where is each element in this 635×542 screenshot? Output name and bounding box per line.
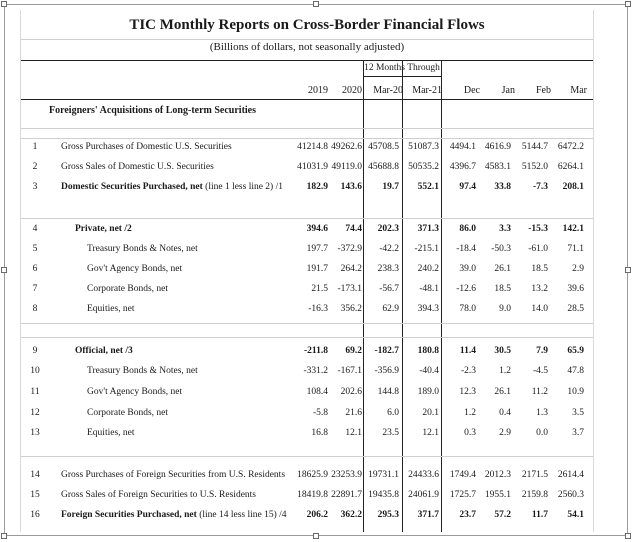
row-number: 9 — [32, 346, 38, 356]
table-cell-dec: 97.4 — [459, 182, 476, 192]
table-cell-mar-20: 45688.8 — [368, 162, 399, 172]
table-row — [21, 244, 593, 258]
row-label-text: Private, net /2 — [75, 224, 132, 234]
table-cell-dec: 1749.4 — [449, 470, 476, 480]
table-cell-2019: 21.5 — [311, 284, 328, 294]
table-cell-dec: 78.0 — [459, 304, 476, 314]
row-label-text: Equities, net — [87, 304, 135, 314]
table-cell-jan: 3.3 — [499, 224, 511, 234]
table-cell-2020: 74.4 — [345, 224, 362, 234]
row-label-text: Treasury Bonds & Notes, net — [87, 244, 198, 254]
table-cell-feb: 2171.5 — [521, 470, 548, 480]
table-cell-mar: 47.8 — [567, 366, 584, 376]
table-cell-2020: 69.2 — [345, 346, 362, 356]
row-label — [87, 387, 182, 397]
row-number: 4 — [32, 224, 38, 234]
row-number: 12 — [30, 408, 40, 418]
table-cell-mar-21: 371.3 — [417, 224, 439, 234]
section-heading: Foreigners' Acquisitions of Long-term Securities — [49, 105, 257, 116]
row-number: 13 — [30, 428, 40, 438]
row-number: 6 — [32, 264, 38, 274]
row-label-note: (line 14 less line 15) /4 — [196, 510, 287, 520]
table-cell-jan: -50.3 — [491, 244, 511, 254]
table-cell-mar-21: 20.1 — [422, 408, 439, 418]
table-cell-dec: 12.3 — [459, 387, 476, 397]
resize-handle-bottom-right[interactable] — [625, 533, 631, 539]
row-label — [61, 162, 214, 172]
table-cell-feb: 14.0 — [531, 304, 548, 314]
table-cell-mar: 3.7 — [572, 428, 584, 438]
row-label-text: Gross Sales of Foreign Securities to U.S. Residents — [61, 490, 257, 500]
row-number: 16 — [30, 510, 40, 520]
header-top-rule — [21, 60, 593, 61]
table-cell-feb: 1.3 — [536, 408, 548, 418]
table-cell-mar-20: 45708.5 — [368, 142, 399, 152]
table-cell-jan: 33.8 — [494, 182, 511, 192]
table-cell-feb: 5152.0 — [521, 162, 548, 172]
row-label-note: (line 1 less line 2) /1 — [202, 182, 283, 192]
table-cell-jan: 30.5 — [494, 346, 511, 356]
table-cell-feb: 2159.8 — [521, 490, 548, 500]
table-cell-mar-21: 51087.3 — [408, 142, 439, 152]
row-label-text: Gross Sales of Domestic U.S. Securities — [61, 162, 214, 172]
table-cell-jan: 1.2 — [499, 366, 511, 376]
table-cell-feb: 11.7 — [531, 510, 548, 520]
row-number: 8 — [32, 304, 38, 314]
table-cell-feb: -61.0 — [528, 244, 548, 254]
table-cell-mar-20: 19.7 — [382, 182, 399, 192]
row-number: 7 — [32, 284, 38, 294]
row-label-text: Corporate Bonds, net — [87, 408, 169, 418]
row-label — [87, 408, 168, 418]
table-cell-jan: 2.9 — [499, 428, 511, 438]
resize-handle-bottom[interactable] — [313, 533, 319, 539]
table-cell-2019: 197.7 — [306, 244, 328, 254]
table-cell-dec: 39.0 — [459, 264, 476, 274]
table-cell-mar-21: 552.1 — [417, 182, 439, 192]
header-bottom-rule — [21, 99, 593, 100]
resize-handle-bottom-left[interactable] — [1, 533, 7, 539]
table-cell-mar-21: 189.0 — [417, 387, 439, 397]
table-cell-mar: 3.5 — [572, 408, 584, 418]
table-cell-mar: 6472.2 — [557, 142, 584, 152]
table-cell-mar-20: 62.9 — [382, 304, 399, 314]
table-cell-jan: 57.2 — [494, 510, 511, 520]
table-cell-mar-20: 19731.1 — [368, 470, 399, 480]
report-subtitle: (Billions of dollars, not seasonally adjusted) — [209, 41, 405, 53]
row-label — [61, 142, 232, 152]
table-cell-mar-20: 202.3 — [377, 224, 399, 234]
table-row — [21, 264, 593, 278]
table-cell-2019: 191.7 — [306, 264, 328, 274]
row-label — [87, 284, 168, 294]
row-label — [87, 304, 135, 314]
table-cell-dec: 4396.7 — [449, 162, 476, 172]
col-header-mar: Mar — [570, 85, 587, 96]
table-cell-mar-20: 295.3 — [377, 510, 399, 520]
table-cell-feb: -4.5 — [532, 366, 548, 376]
table-cell-mar-20: 19435.8 — [368, 490, 399, 500]
table-cell-mar-21: 394.3 — [417, 304, 439, 314]
table-cell-jan: 1955.1 — [484, 490, 511, 500]
table-cell-dec: -2.3 — [460, 366, 476, 376]
table-cell-mar: 65.9 — [567, 346, 584, 356]
col-header-mar-21: Mar-21 — [412, 85, 442, 96]
table-cell-2019: -211.8 — [303, 346, 328, 356]
table-cell-mar: 208.1 — [562, 182, 584, 192]
row-label — [75, 224, 132, 234]
row-label-text: Gov't Agency Bonds, net — [87, 264, 183, 274]
table-cell-mar-20: 238.3 — [377, 264, 399, 274]
gap-rule — [21, 456, 593, 457]
gap-rule — [21, 128, 593, 129]
twelve-months-label: 12 Months Through — [364, 63, 440, 73]
table-cell-jan: 18.5 — [494, 284, 511, 294]
table-cell-jan: 0.4 — [499, 408, 511, 418]
resize-handle-top-right[interactable] — [625, 1, 631, 7]
resize-handle-left[interactable] — [1, 267, 7, 273]
table-row — [21, 408, 593, 422]
table-cell-2020: 23253.9 — [331, 470, 362, 480]
table-cell-2019: 18625.9 — [297, 470, 328, 480]
row-label-text: Domestic Securities Purchased, net — [61, 182, 203, 192]
table-cell-mar-20: 23.5 — [382, 428, 399, 438]
table-cell-dec: 11.4 — [459, 346, 476, 356]
row-label-text: Gross Purchases of Foreign Securities from U.S. Residents — [61, 470, 286, 480]
col-header-jan: Jan — [501, 85, 515, 96]
table-cell-2020: 49262.6 — [331, 142, 362, 152]
table-row — [21, 366, 593, 380]
row-label — [61, 510, 287, 520]
row-number: 5 — [32, 244, 38, 254]
table-cell-2019: 18419.8 — [297, 490, 328, 500]
gap-rule — [21, 337, 593, 338]
table-cell-dec: 23.7 — [459, 510, 476, 520]
table-cell-2019: -331.2 — [303, 366, 328, 376]
row-label-text: Equities, net — [87, 428, 135, 438]
table-cell-2020: 22891.7 — [331, 490, 362, 500]
table-cell-mar-21: 371.7 — [417, 510, 439, 520]
table-row — [21, 510, 593, 524]
row-label-text: Corporate Bonds, net — [87, 284, 169, 294]
table-cell-2020: 362.2 — [340, 510, 362, 520]
table-cell-mar: 54.1 — [567, 510, 584, 520]
title-divider — [21, 39, 593, 40]
table-row — [21, 387, 593, 401]
table-row — [21, 224, 593, 238]
table-row — [21, 346, 593, 360]
table-cell-dec: 4494.1 — [449, 142, 476, 152]
table-cell-mar-21: 240.2 — [417, 264, 439, 274]
row-number: 3 — [32, 182, 38, 192]
table-cell-2019: 41214.8 — [297, 142, 328, 152]
report-page — [20, 10, 594, 532]
table-cell-jan: 9.0 — [499, 304, 511, 314]
table-cell-feb: 0.0 — [536, 428, 548, 438]
table-cell-jan: 26.1 — [494, 264, 511, 274]
table-cell-mar: 39.6 — [567, 284, 584, 294]
table-row — [21, 284, 593, 298]
table-cell-feb: 7.9 — [536, 346, 548, 356]
table-cell-mar-21: 24061.9 — [408, 490, 439, 500]
table-cell-jan: 26.1 — [494, 387, 511, 397]
table-cell-mar: 2560.3 — [557, 490, 584, 500]
row-label-text: Official, net /3 — [75, 346, 133, 356]
row-number: 10 — [30, 366, 40, 376]
row-label — [87, 264, 182, 274]
table-cell-2019: 41031.9 — [297, 162, 328, 172]
table-cell-2019: 394.6 — [306, 224, 328, 234]
row-number: 11 — [30, 387, 40, 397]
resize-handle-right[interactable] — [625, 267, 631, 273]
table-cell-2020: 21.6 — [345, 408, 362, 418]
table-cell-mar-21: 12.1 — [422, 428, 439, 438]
table-cell-feb: 11.2 — [531, 387, 548, 397]
col-header-2019: 2019 — [308, 85, 328, 96]
table-cell-2019: -5.8 — [312, 408, 328, 418]
table-row — [21, 490, 593, 504]
table-cell-dec: -18.4 — [456, 244, 476, 254]
table-cell-mar-20: 6.0 — [387, 408, 399, 418]
table-cell-mar: 2614.4 — [557, 470, 584, 480]
row-label — [87, 428, 135, 438]
col-header-dec: Dec — [463, 85, 480, 96]
table-cell-mar-21: -215.1 — [414, 244, 439, 254]
table-cell-2019: 182.9 — [306, 182, 328, 192]
table-cell-mar: 142.1 — [562, 224, 584, 234]
row-label — [61, 490, 256, 500]
table-cell-mar-21: 180.8 — [417, 346, 439, 356]
table-cell-mar: 71.1 — [567, 244, 584, 254]
table-cell-2019: 108.4 — [306, 387, 328, 397]
table-cell-2020: 356.2 — [340, 304, 362, 314]
table-cell-mar: 6264.1 — [557, 162, 584, 172]
resize-handle-top-left[interactable] — [1, 1, 7, 7]
table-cell-dec: 1725.7 — [449, 490, 476, 500]
row-label — [61, 182, 283, 192]
gap-rule — [21, 218, 593, 219]
table-cell-feb: 13.2 — [531, 284, 548, 294]
row-number: 15 — [30, 490, 40, 500]
col-header-2020: 2020 — [342, 85, 362, 96]
table-cell-feb: -15.3 — [528, 224, 548, 234]
table-cell-2020: 143.6 — [340, 182, 362, 192]
table-cell-2020: 49119.0 — [331, 162, 362, 172]
row-label-text: Foreign Securities Purchased, net — [61, 510, 197, 520]
row-label — [87, 366, 198, 376]
col-header-mar-20: Mar-20 — [373, 85, 403, 96]
table-cell-2020: -372.9 — [337, 244, 362, 254]
table-cell-mar-21: -48.1 — [419, 284, 439, 294]
report-title: TIC Monthly Reports on Cross-Border Financial Flows — [129, 17, 485, 33]
table-row — [21, 428, 593, 442]
row-label — [75, 346, 133, 356]
table-cell-2019: 206.2 — [306, 510, 328, 520]
gap-rule — [21, 138, 593, 139]
table-cell-jan: 2012.3 — [484, 470, 511, 480]
table-cell-mar-20: 144.8 — [377, 387, 399, 397]
table-cell-jan: 4583.1 — [484, 162, 511, 172]
table-cell-feb: 5144.7 — [521, 142, 548, 152]
row-label — [87, 244, 198, 254]
table-cell-2020: 12.1 — [345, 428, 362, 438]
table-cell-2020: -173.1 — [337, 284, 362, 294]
table-cell-feb: 18.5 — [531, 264, 548, 274]
table-cell-mar-21: 24433.6 — [408, 470, 439, 480]
table-row — [21, 304, 593, 318]
table-cell-2019: 16.8 — [311, 428, 328, 438]
table-cell-mar-20: -182.7 — [374, 346, 399, 356]
table-cell-mar-21: -40.4 — [419, 366, 439, 376]
table-cell-dec: 1.2 — [464, 408, 476, 418]
resize-handle-top[interactable] — [313, 1, 319, 7]
table-cell-mar-20: -56.7 — [379, 284, 399, 294]
table-cell-dec: 86.0 — [459, 224, 476, 234]
row-number: 14 — [30, 470, 40, 480]
table-cell-mar: 28.5 — [567, 304, 584, 314]
table-cell-2019: -16.3 — [308, 304, 328, 314]
row-label-text: Gov't Agency Bonds, net — [87, 387, 183, 397]
table-row — [21, 162, 593, 176]
table-cell-jan: 4616.9 — [484, 142, 511, 152]
table-cell-mar-20: -356.9 — [374, 366, 399, 376]
table-cell-2020: -167.1 — [337, 366, 362, 376]
table-cell-mar: 2.9 — [572, 264, 584, 274]
row-label-text: Treasury Bonds & Notes, net — [87, 366, 198, 376]
table-row — [21, 182, 593, 196]
row-number: 1 — [32, 142, 38, 152]
gap-rule — [21, 323, 593, 324]
row-number: 2 — [32, 162, 38, 172]
table-cell-mar-20: -42.2 — [379, 244, 399, 254]
col-header-feb: Feb — [536, 85, 551, 96]
table-cell-mar: 10.9 — [567, 387, 584, 397]
row-label-text: Gross Purchases of Domestic U.S. Securities — [61, 142, 232, 152]
table-cell-dec: -12.6 — [456, 284, 476, 294]
table-cell-2020: 264.2 — [340, 264, 362, 274]
row-label — [61, 470, 285, 480]
table-cell-dec: 0.3 — [464, 428, 476, 438]
table-row — [21, 470, 593, 484]
table-cell-mar-21: 50535.2 — [408, 162, 439, 172]
table-row — [21, 142, 593, 156]
table-cell-2020: 202.6 — [340, 387, 362, 397]
table-cell-feb: -7.3 — [532, 182, 548, 192]
